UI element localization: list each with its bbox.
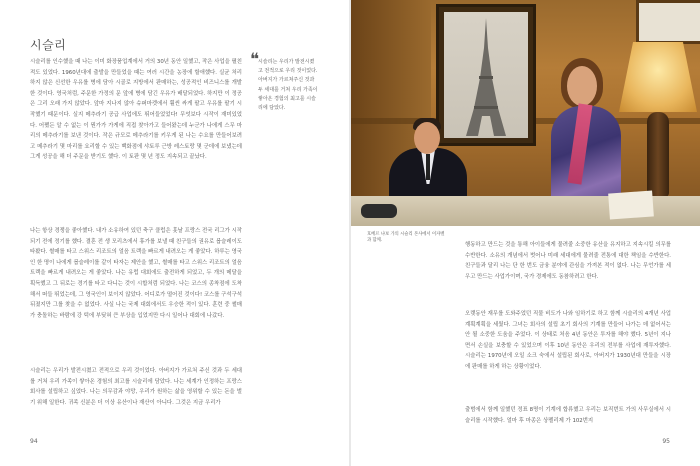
man-tie bbox=[426, 154, 430, 180]
quote-mark-icon: ❝ bbox=[250, 50, 260, 70]
body-paragraph: 나는 항상 경쟁을 좋아했다. 내가 소유하여 있던 축구 클럽은 훗날 프랑스 전국 리그가 시작되기 전에 정기를 했다. 결혼 전 생 모리츠에서 휴가를 보낼 때 친구들의 권유로 봅슬레이도 타봤다. 썰매를 타고 스위스 리조트의 얼음 트랙을 빠르게 내려오는 게 좋았다. 하루는 영국인 한 명이 나에게 봅슬레이를 같이 타자는 제안을 했고, 썰매를 타고 스위스 리조트의 얼음 트랙을 빠르게 내려오는 게 좋았다. 나는 유럽 대회에도 출전하게 되었고, 두 개의 메달을 획득했고 그 뒤로는 경기를 타고 다니는 것이 시합처럼 되었다. 나는 코스의 종착점에 도착해서 떠들 뛰었는데, 그 영국인이 보이지 않았다. 어디로가 떨어진 것이다! 코스를 구석구석 뒤졌지만 그를 찾을 수 없었다. 사실 나는 국제 대회에서도 우승한 적이 있다. 훈련 중 썰매가 충돌하는 바람에 강 턱에 부딪혀 큰 부상을 입었지만 다시 일어나 대회에 나갔다. bbox=[30, 228, 242, 319]
eiffel-tower-icon bbox=[466, 18, 506, 136]
office-photo bbox=[351, 0, 700, 226]
photo-caption: 호베르 냐보 가의 시슬리 본사에서 이자벨과 함께. bbox=[367, 232, 445, 244]
lamp-base bbox=[647, 112, 669, 197]
body-paragraph: 시슬리는 우리가 발전시켰고 전적으로 우리 것이었다. 아버지가 가르쳐 주신 것과 두 세대를 거쳐 우리 가족이 쌓아온 경험의 최고를 시슬리에 담았다. 나는 세계가 인정하는 프랑스 회사를 설립하고 싶었다. 나는 의무감과 야망, 우리가 원하는 삶을 영위할 수 있는 돈을 벌기 위해 일한다. 귀족 신분은 더 이상 유산이나 재산이 아니다. 그것은 지금 우리가 bbox=[30, 368, 242, 406]
woman-face bbox=[567, 66, 597, 106]
lamp-shade bbox=[619, 42, 697, 112]
body-paragraph: 행동하고 만드는 것을 통해 아이들에게 물려줄 소중한 유산을 유지하고 지속시킬 의무를 수반한다. 소유의 개념에서 벗어나 미래 세대에게 물려줄 전통에 대한 책임을 수반한다. 친구들과 달리 나는 단 한 번도 금융 분야에 관심을 가져본 적이 없다. 나는 무언가를 세우고 만드는 사업가이며, 국가 경제에도 동참하려고 한다. bbox=[465, 242, 671, 280]
telephone-icon bbox=[361, 204, 397, 218]
page-number: 95 bbox=[662, 438, 670, 445]
body-paragraph: 시슬리를 인수했을 때 나는 이미 화장품업계에서 거의 30년 동안 일했고, 작은 사업을 펼친 적도 있었다. 1960년대에 출발을 만들었을 때는 여러 시간을 농장에 할애했다. 실균 처리하지 않은 신선한 우유를 병에 담아 시골로 지방에서 판매하는, 성공적인 비즈니스를 개발한 것이다. 영국처럼, 주문한 가정의 문 앞에 병에 담긴 우유가 배달되었다. 하지만 이 정공은 그리 오래 가지 않았다. 앞마 지나지 않아 슈퍼마켓에서 훨씬 싸게 팔고 우유를 팔기 시작했기 때문이다. 실지 메추라기 공급 사업에도 뛰어들었었다! 무엇보다 시작이 재미있었다. 어쨌든 알 수 없는 이 뭔가가 가게에 직접 찾아가고 들어왔는데 누군가 나에게 스무 마리의 메추라기를 보낸 것이다. 작은 규모로 메추라기를 키우게 된 나는 수요를 만들어보려고 메추라기 몇 마리를 요리할 수 있는 백화점에 샤토루 근방 레스토랑 몇 군데에 보냈는데 그게 성공을 해 더 주문을 받기도 했다. 이 토판 몇 년 정도 지속되고 끝났다. bbox=[30, 59, 242, 161]
chapter-title: 시슬리 bbox=[30, 38, 67, 52]
left-page bbox=[0, 0, 349, 466]
desk-papers bbox=[608, 190, 654, 219]
window-glass bbox=[444, 12, 528, 138]
pull-quote: 시슬리는 우리가 발전시켰고 전적으로 우리 것이었다. 아버지가 가르쳐주신 것과 두 세대를 거쳐 우리 가족이 쌓아온 경험의 최고를 시슬리에 담았다. bbox=[258, 59, 318, 112]
body-paragraph: 출범에서 함께 일했던 정표 8명이 기계에 합류했고 우리는 보직번트 가의 사무실에서 시슬리를 시작했다. 얼마 후 마종은 상펠리제 가 102번지 bbox=[465, 407, 671, 424]
framed-picture bbox=[636, 0, 700, 44]
man-face bbox=[414, 122, 440, 154]
window bbox=[436, 4, 536, 146]
page-number: 94 bbox=[30, 438, 38, 445]
body-paragraph: 오랫동안 재무를 도와주었던 직물 비도가 나와 임하기로 하고 함께 시슬리의 4개년 사업 계획계획을 세웠다. 그녀는 회사의 설립 초기 회사의 기계를 만들어 나가는 데 없어서는 안 될 소중한 도움을 주었다. 이 상태로 처음 4년 동안은 투자를 해야 했다. 5년이 지나면서 손실을 보충할 수 있었으며 이후 10년 동안은 우리의 전부를 사업에 재투자했다. 시슬리는 1970년에 오일 소크 숙에서 설립된 회사로, 아버지가 1930년대 만들을 시장에 판매를 하게 하는 상황이었다. bbox=[465, 311, 671, 370]
